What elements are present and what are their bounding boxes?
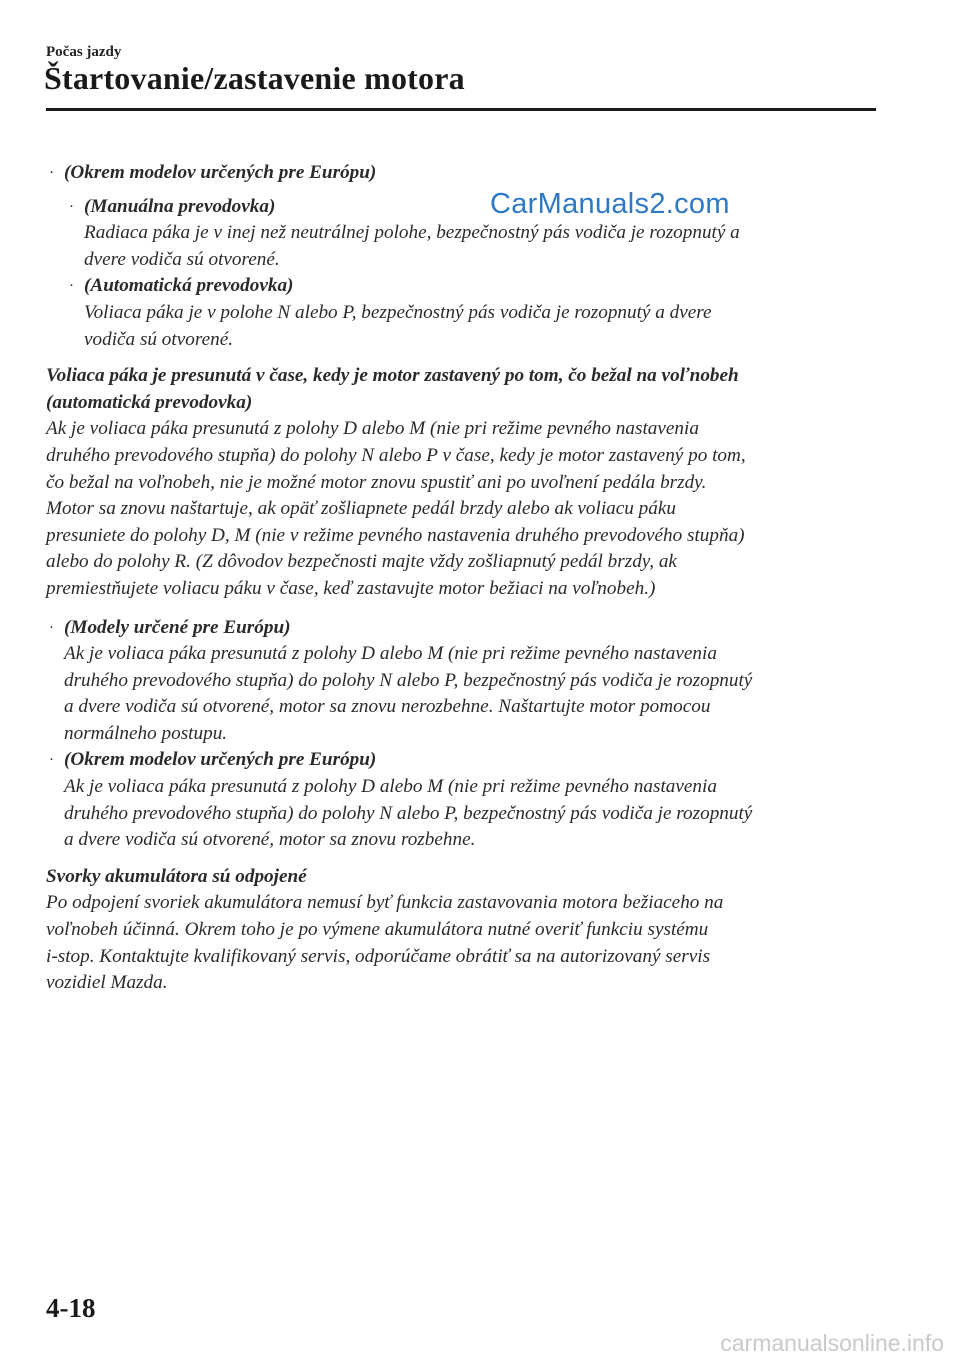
bullet-non-europe-models [46,160,876,187]
bullet-dot-icon: · [69,198,74,215]
page-number: 4-18 [46,1293,96,1323]
paragraph-line: druhého prevodového stupňa) do polohy N alebo P v čase, kedy je motor zastavený po tom, [46,444,746,466]
section-label: Počas jazdy [46,44,122,60]
paragraph-line: vozidiel Mazda. [46,972,168,994]
paragraph-line: Ak je voliaca páka presunutá z polohy D alebo M (nie pri režime pevného nastavenia [64,643,717,665]
bullet-heading: (Okrem modelov určených pre Európu) [64,749,377,771]
paragraph-line: Ak je voliaca páka presunutá z polohy D alebo M (nie pri režime pevného nastavenia [46,418,699,440]
paragraph-line: dvere vodiča sú otvorené. [84,248,280,270]
paragraph-line: a dvere vodiča sú otvorené, motor sa znovu nerozbehne. Naštartujte motor pomocou [64,696,711,718]
page-title: Štartovanie/zastavenie motora [44,60,465,96]
watermark-carmanualsonline[interactable]: carmanualsonline.info [720,1330,944,1356]
paragraph-line: Voliaca páka je v polohe N alebo P, bezpečnostný pás vodiča je rozopnutý a dvere [84,301,712,323]
paragraph-line: normálneho postupu. [64,722,228,744]
paragraph-line: vodiča sú otvorené. [84,328,234,350]
paragraph-line: presuniete do polohy D, M (nie v režime pevného nastavenia druhého prevodového stupňa) [46,524,745,546]
watermark-carmanuals2[interactable]: CarManuals2.com [490,188,730,220]
paragraph-line: druhého prevodového stupňa) do polohy N alebo P, bezpečnostný pás vodiča je rozopnutý [64,669,753,691]
paragraph-line: i-stop. Kontaktujte kvalifikovaný servis, odporúčame obrátiť sa na autorizovaný servis [46,945,711,967]
paragraph-line: Po odpojení svoriek akumulátora nemusí byť funkcia zastavovania motora bežiaceho na [46,892,724,914]
bullet-europe-models [46,615,876,748]
paragraph-line: voľnobeh účinná. Okrem toho je po výmene akumulátora nutné overiť funkciu systému [46,919,709,941]
section-lever-moved [46,363,876,602]
bullet-heading: (Okrem modelov určených pre Európu) [64,162,377,183]
paragraph-line: druhého prevodového stupňa) do polohy N alebo P, bezpečnostný pás vodiča je rozopnutý [64,802,753,824]
bullet-dot-icon: · [69,278,74,295]
sub-bullet-automatic [46,273,876,353]
section-heading: Svorky akumulátora sú odpojené [46,865,307,887]
bullet-non-europe-models-2 [46,747,876,853]
paragraph-line: alebo do polohy R. (Z dôvodov bezpečnosti majte vždy zošliapnutý pedál brzdy, ak [46,551,677,573]
bullet-dot-icon: · [49,165,54,181]
paragraph-line: Radiaca páka je v inej než neutrálnej polohe, bezpečnostný pás vodiča je rozopnutý a [84,222,740,244]
content-body [46,160,876,997]
paragraph-line: premiestňujete voliacu páku v čase, keď zastavujte motor bežiaci na voľnobeh.) [46,577,656,599]
paragraph-line: a dvere vodiča sú otvorené, motor sa znovu rozbehne. [64,829,476,851]
sub-bullet-heading: (Automatická prevodovka) [84,275,294,297]
sub-bullet-manual [46,194,876,274]
sub-bullet-heading: (Manuálna prevodovka) [84,195,276,217]
paragraph-line: Motor sa znovu naštartuje, ak opäť zošliapnete pedál brzdy alebo ak voliacu páku [46,498,676,520]
section-heading: Voliaca páka je presunutá v čase, kedy je motor zastavený po tom, čo bežal na voľnobeh [46,365,739,387]
bullet-dot-icon: · [49,752,54,769]
title-rule [46,108,876,111]
bullet-dot-icon: · [49,619,54,636]
paragraph-line: čo bežal na voľnobeh, nie je možné motor znovu spustiť ani po uvoľnení pedála brzdy. [46,471,707,493]
paragraph-line: Ak je voliaca páka presunutá z polohy D alebo M (nie pri režime pevného nastavenia [64,776,717,798]
section-battery [46,864,876,997]
bullet-heading: (Modely určené pre Európu) [64,616,291,638]
section-heading: (automatická prevodovka) [46,391,253,413]
